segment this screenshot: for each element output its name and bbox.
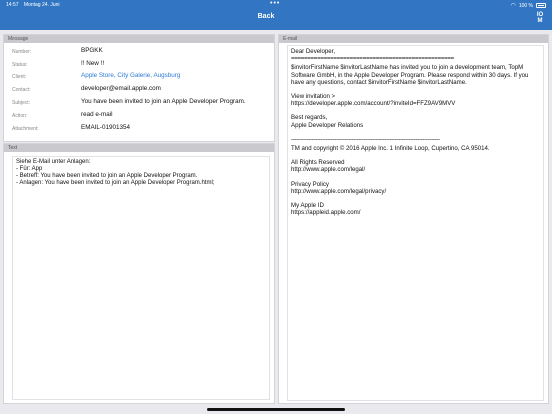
appleid-label: My Apple ID [291, 202, 324, 210]
top-bar [0, 0, 552, 30]
client-link[interactable]: Apple Store, City Galerie, Augsburg [81, 72, 181, 79]
field-value: EMAIL-01901354 [81, 124, 131, 131]
email-rights: All Rights Reserved [291, 159, 345, 167]
logo-line-2: M [537, 18, 543, 24]
field-attachment [4, 124, 274, 136]
text-content[interactable]: Siehe E-Mail unter Anlagen: - Für: App - Betreff: You have been invited to join an Apple Developer Program. - Anlagen: You have been invited to join an Apple Developer Program.html; [12, 156, 270, 400]
email-header: E-mail [279, 35, 548, 43]
privacy-label: Privacy Policy [291, 180, 329, 188]
legal-link[interactable]: http://www.apple.com/legal/ [291, 166, 366, 174]
logo-line-1: IO [536, 12, 544, 18]
field-value: BPGKK [81, 47, 103, 54]
text-panel [3, 143, 275, 404]
email-content[interactable] [287, 45, 544, 401]
field-value: You have been invited to join an Apple Developer Program. [81, 98, 246, 105]
field-action [4, 111, 274, 123]
email-regards: Best regards, [291, 114, 328, 122]
message-panel [3, 34, 275, 142]
text-header: Text [4, 144, 274, 152]
battery-icon [536, 3, 546, 8]
status-bar-right [511, 2, 546, 9]
field-label: Client: [12, 74, 27, 80]
view-invitation-label: View invitation > [291, 93, 336, 101]
field-subject [4, 98, 274, 110]
email-panel [278, 34, 549, 404]
back-button[interactable]: Back [257, 13, 275, 20]
field-number [4, 47, 274, 59]
email-copyright: TM and copyright © 2016 Apple Inc. 1 Infinite Loop, Cupertino, CA 95014. [291, 145, 490, 153]
field-value: developer@email.apple.com [81, 85, 161, 92]
field-label: Attachment: [12, 126, 39, 132]
field-status [4, 60, 274, 72]
field-client [4, 72, 274, 84]
message-header: Message [4, 35, 274, 43]
field-value: !! New !! [81, 60, 105, 67]
multitasking-dots[interactable]: ••• [270, 0, 281, 7]
app-logo-icon[interactable] [533, 12, 547, 26]
wifi-icon: ◠ [510, 3, 516, 9]
email-greeting: Dear Developer, [291, 48, 336, 55]
field-label: Contact: [12, 87, 31, 93]
home-indicator[interactable] [207, 408, 345, 411]
field-contact [4, 85, 274, 97]
privacy-link[interactable]: http://www.apple.com/legal/privacy/ [291, 187, 387, 195]
battery-label: 100 % [518, 2, 533, 9]
email-signature: Apple Developer Relations [291, 121, 364, 129]
status-date: Montag 24. Juni [23, 2, 60, 8]
invitation-link[interactable]: https://developer.apple.com/account/?inviteId=FFZ9AV9MVV [291, 100, 456, 108]
field-label: Number: [12, 49, 32, 55]
field-label: Action: [12, 113, 28, 119]
field-value: read e-mail [81, 111, 113, 118]
field-label: Subject: [12, 100, 31, 106]
email-body: $invitorFirstName $invitorLastName has invited you to join a development team, TopM Software GmbH, in the Apple Developer Program. Please respond within 30 days. If you have any questions, contact $invitorFirstName $invitorLastName. [291, 64, 529, 86]
status-time: 14:57 [6, 2, 19, 8]
email-separator-2: -------------------------------------------------------------------------------------- [291, 135, 440, 143]
field-label: Status: [12, 62, 28, 68]
status-bar-left [6, 2, 64, 8]
email-separator: ================================================== [291, 55, 454, 63]
appleid-link[interactable]: https://appleid.apple.com/ [291, 209, 361, 217]
